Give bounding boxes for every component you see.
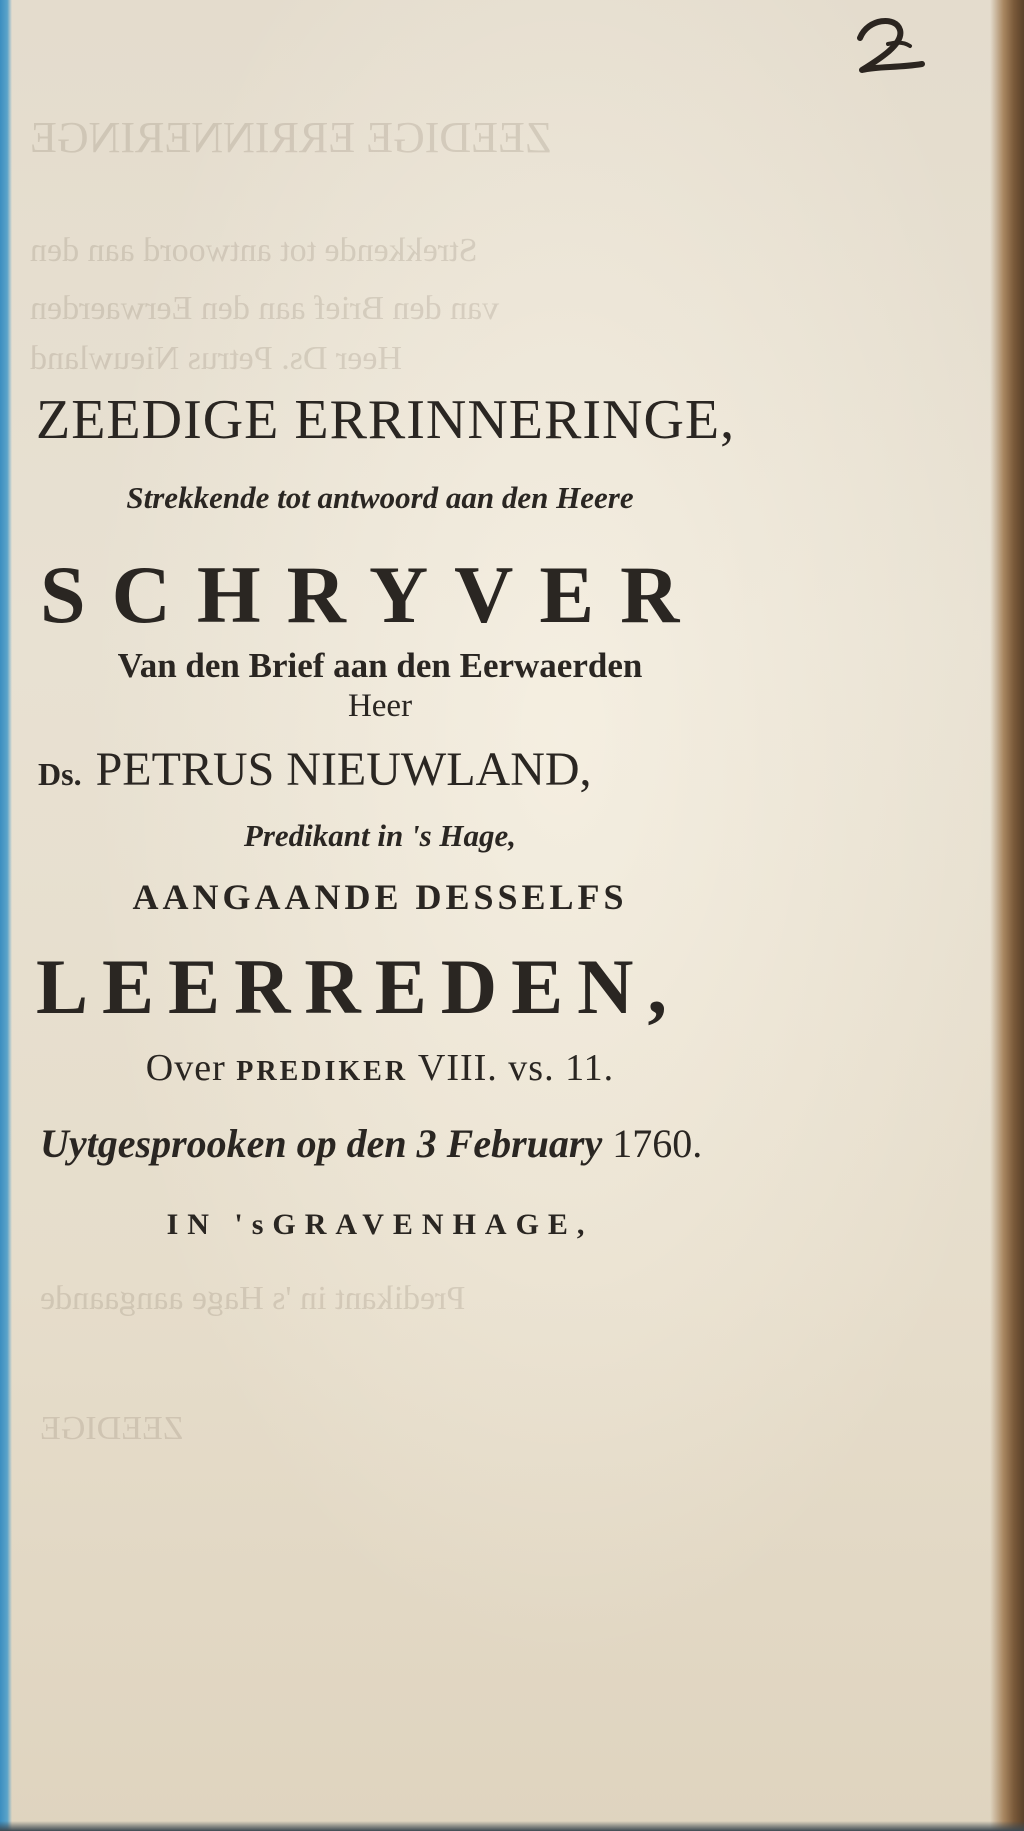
title: ZEEDIGE ERRINNERINGE, bbox=[36, 389, 736, 451]
preacher-role: Predikant in 's Hage, bbox=[243, 818, 517, 853]
concerning-line: AANGAANDE DESSELFS bbox=[132, 877, 628, 917]
spoken-text: Uytgesprooken op den 3 February bbox=[40, 1121, 603, 1166]
brief-line-2: Heer bbox=[347, 688, 413, 724]
brief-line-1: Van den Brief aan den Eerwaerden bbox=[117, 646, 643, 685]
bleed-through-4: Heer Ds. Petrus Nieuwland bbox=[30, 340, 403, 377]
bleed-through-2: Strekkende tot antwoord aan den bbox=[30, 232, 478, 269]
page-bottom-edge bbox=[0, 1821, 1024, 1831]
sermon-title: LEERREDEN, bbox=[36, 943, 681, 1030]
handwritten-page-number bbox=[848, 8, 938, 88]
page-left-edge bbox=[0, 0, 12, 1831]
place: IN 'sGRAVENHAGE, bbox=[166, 1208, 594, 1241]
over-ref: VIII. vs. 11. bbox=[417, 1047, 615, 1089]
page-number-text: 2 bbox=[848, 8, 849, 9]
spoken-year: 1760. bbox=[612, 1121, 703, 1166]
spoken-date bbox=[40, 1120, 740, 1167]
addressee: SCHRYVER bbox=[40, 549, 706, 640]
bleed-through-6: ZEEDIGE bbox=[40, 1410, 184, 1447]
preacher-line bbox=[38, 742, 738, 797]
ds-prefix: Ds. bbox=[38, 756, 82, 792]
preacher-name: PETRUS NIEUWLAND, bbox=[95, 743, 592, 796]
bleed-through-5: Predikant in 's Hage aangaande bbox=[40, 1280, 466, 1317]
over-book: PREDIKER bbox=[236, 1056, 409, 1087]
over-prefix: Over bbox=[145, 1047, 226, 1089]
bleed-through-3: van den Brief aan den Eerwaerden bbox=[30, 290, 500, 327]
page-right-edge bbox=[990, 0, 1024, 1831]
scripture-reference bbox=[30, 1046, 730, 1090]
bleed-through-1: ZEEDIGE ERRINNERINGE bbox=[30, 113, 552, 162]
subtitle-intro: Strekkende tot antwoord aan den Heere bbox=[126, 480, 634, 515]
